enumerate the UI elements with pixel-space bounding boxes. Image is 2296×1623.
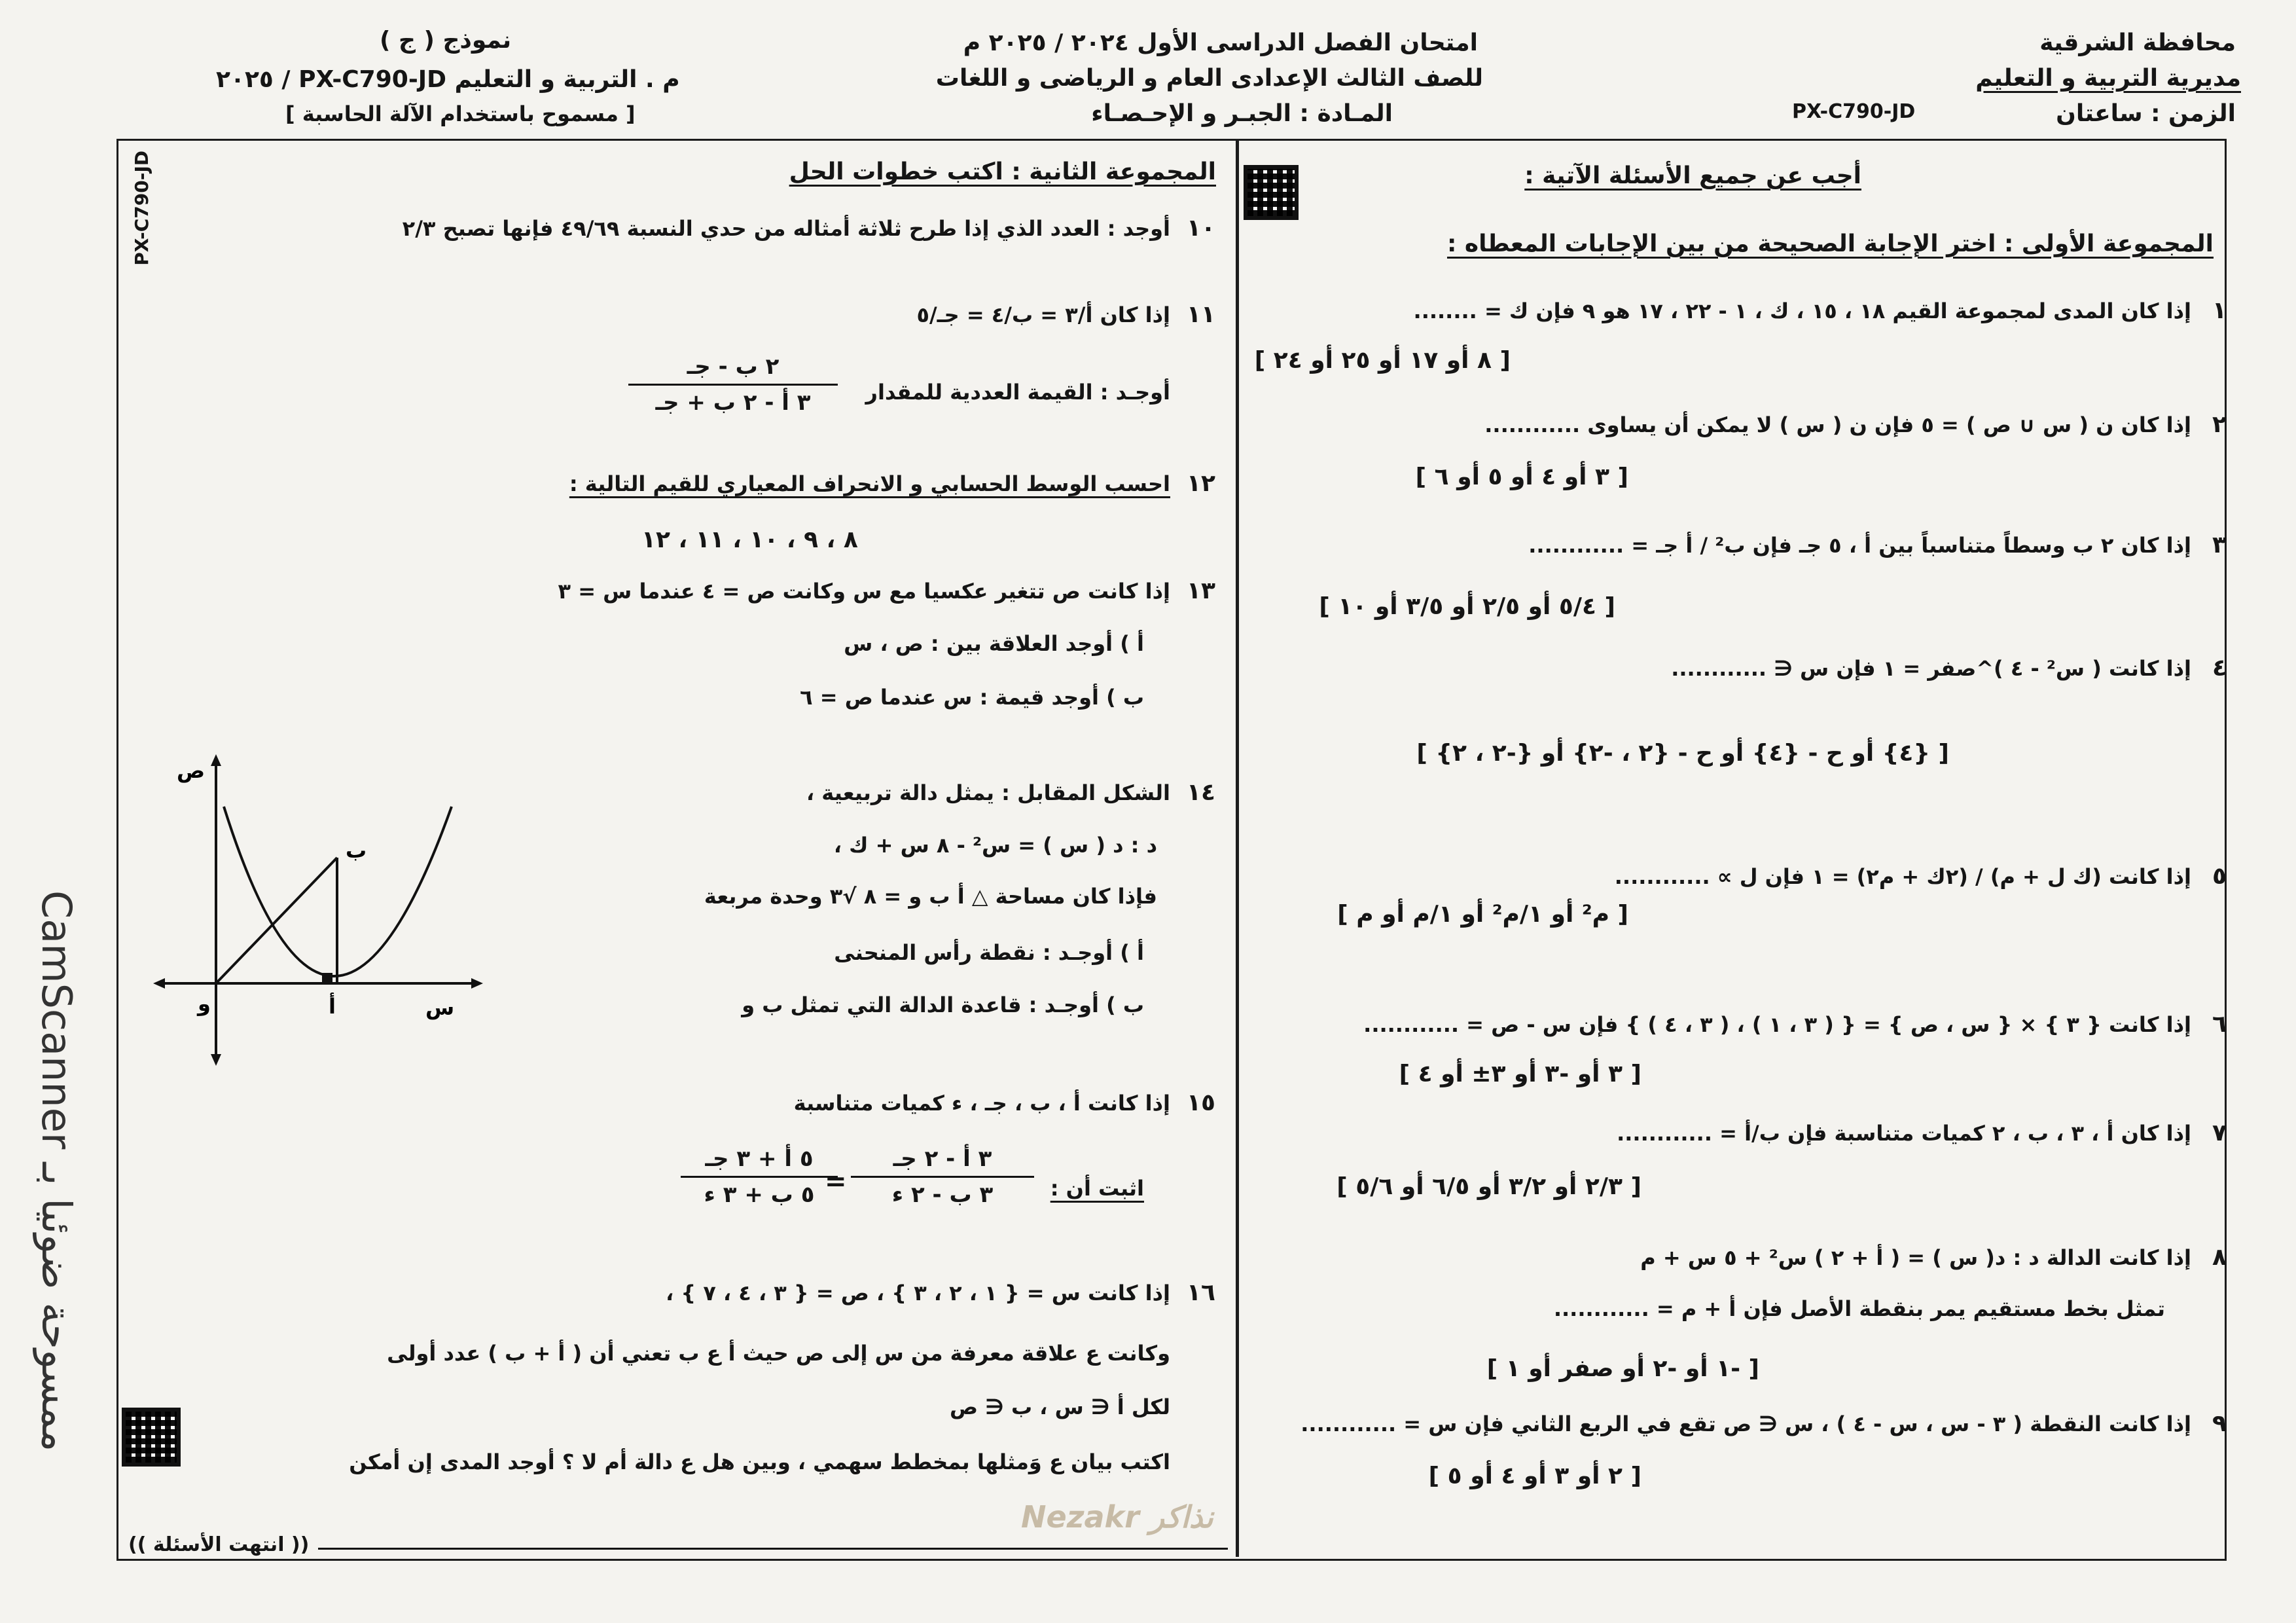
q6-number: ٦ [2212, 1011, 2227, 1038]
q7-text: إذا كان أ ، ٣ ، ب ، ٢ كميات متناسبة فإن ب/أ = ............ [1617, 1121, 2191, 1146]
governorate: محافظة الشرقية [2039, 29, 2236, 56]
qr-code-bottom [122, 1408, 181, 1467]
q5-number: ٥ [2212, 863, 2227, 890]
q16-text: إذا كانت س = { ١ ، ٢ ، ٣ } ، ص = { ٣ ، ٤ ، ٧ } ، [666, 1281, 1170, 1305]
q5-text: إذا كانت (ك ل + م) / (٢ك + م٢) = ١ فإن ل ∝ ............ [1614, 864, 2191, 889]
q15-rhs-denominator: ٥ ب + ٣ ء [704, 1182, 815, 1208]
q13-text: إذا كانت ص تتغير عكسيا مع س وكانت ص = ٤ عندما س = ٣ [558, 579, 1170, 604]
q10-text: أوجد : العدد الذي إذا طرح ثلاثة أمثاله من حدي النسبة ٤٩/٦٩ فإنها تصبح ٢/٣ [402, 216, 1170, 241]
q13-part-a: أ ) أوجد العلاقة بين : ص ، س [844, 631, 1144, 656]
q4-choices: [ {٤} أو ح - {٤} أو ح - {٢ ، -٢} أو {-٢ ، ٢} ] [1416, 740, 1949, 767]
q2-text: إذا كان ن ( س ∪ ص ) = ٥ فإن ن ( س ) لا يمكن أن يساوى ............ [1484, 412, 2191, 437]
q13-part-b: ب ) أوجد قيمة : س عندما ص = ٦ [800, 685, 1144, 710]
q15-lhs-fraction [851, 1146, 1034, 1208]
q9-choices: [ ٢ أو ٣ أو ٤ أو ٥ ] [1428, 1463, 1641, 1489]
q8-text-line2: تمثل بخط مستقيم يمر بنقطة الأصل فإن أ + م = ............ [1553, 1296, 2165, 1321]
end-rule [318, 1548, 1228, 1550]
subject-line: المـادة : الجبـر و الإحـصـاء [1091, 100, 1393, 127]
point-b-label: ب [346, 838, 367, 863]
x-axis-arrow-left [153, 978, 165, 989]
q7-number: ٧ [2212, 1120, 2227, 1146]
x-axis-arrow [471, 978, 483, 989]
y-axis-arrow [211, 754, 221, 766]
exam-code-right: PX-C790-JD [1792, 100, 1916, 123]
directorate: مديرية التربية و التعليم [1975, 65, 2241, 92]
q16-task: اكتب بيان ع وَمثلها بمخطط سهمي ، وبين هل ع دالة أم لا ؟ أوجد المدى إن أمكن [349, 1450, 1170, 1474]
camscanner-text: CamScanner ممسوحة ضوئيا بـ [33, 890, 81, 1452]
q11-fraction [628, 354, 838, 416]
q3-text: إذا كان ٢ ب وسطاً متناسباً بين أ ، ٥ جـ فإن ب² / أ جـ = ............ [1528, 533, 2191, 558]
q1-number: ١ [2212, 297, 2227, 324]
q9-text: إذا كانت النقطة ( ٣ - س ، س - ٤ ) ، س ∈ ص تقع في الربع الثاني فإن س = ............ [1300, 1412, 2191, 1436]
y-axis-arrow-down [211, 1054, 221, 1066]
nezakr-watermark: Nezakr نذاكر [1021, 1499, 1213, 1535]
y-axis-label: ص [177, 758, 206, 783]
q14-number: ١٤ [1187, 779, 1215, 806]
group-two-title: المجموعة الثانية : اكتب خطوات الحل [789, 158, 1216, 185]
q15-rhs-numerator: ٥ أ + ٣ جـ [681, 1146, 838, 1178]
q14-area: فإذا كان مساحة △ أ ب و = ٨ √٣ وحدة مربعة [704, 884, 1157, 909]
group-one-title: المجموعة الأولى : اختر الإجابة الصحيحة من بين الإجابات المعطاه : [1446, 230, 2214, 257]
q11-numerator: ٢ ب - جـ [628, 354, 838, 386]
q8-number: ٨ [2212, 1244, 2227, 1271]
q1-text: إذا كان المدى لمجموعة القيم ١٨ ، ١٥ ، ك ، ١ - ٢٢ ، ١٧ هو ٩ فإن ك = ........ [1413, 299, 2191, 323]
x-axis-label: س [425, 995, 455, 1020]
q15-text: إذا كانت أ ، ب ، جـ ، ء كميات متناسبة [793, 1091, 1170, 1116]
q8-text: إذا كانت الدالة د : د( س ) = ( أ + ٢ ) س² + ٥ س + م [1640, 1245, 2191, 1270]
q4-text: إذا كانت ( س² - ٤ )^صفر = ١ فإن س ∈ ............ [1671, 656, 2191, 681]
q14-function: د : د ( س ) = س² - ٨ س + ك ، [833, 833, 1157, 858]
q5-choices: [ م² أو ١/م² أو ١/م أو م ] [1337, 901, 1628, 928]
q3-number: ٣ [2212, 532, 2227, 558]
side-code: PX-C790-JD [131, 151, 152, 266]
q3-choices: [ ٥/٤ أو ٢/٥ أو ٣/٥ أو ١٠ ] [1319, 593, 1615, 620]
q12-values: ٨ ، ٩ ، ١٠ ، ١١ ، ١٢ [641, 526, 858, 553]
q8-choices: [ -١ أو -٢ أو صفر أو ١ ] [1486, 1355, 1759, 1382]
point-a-label: أ [329, 994, 336, 1019]
exam-title: امتحان الفصل الدراسى الأول ٢٠٢٤ / ٢٠٢٥ م [963, 29, 1478, 56]
q13-number: ١٣ [1187, 577, 1215, 604]
q12-number: ١٢ [1187, 470, 1215, 497]
q15-rhs-fraction [681, 1146, 838, 1208]
q16-condition: لكل أ ∈ س ، ب ∈ ص [949, 1395, 1170, 1419]
q11-find-label: أوجـد : القيمة العددية للمقدار [865, 380, 1170, 405]
q11-text: إذا كان أ/٣ = ب/٤ = جـ/٥ [916, 302, 1170, 327]
grade-line: للصف الثالث الإعدادى العام و الرياضى و اللغات [935, 65, 1483, 92]
q7-choices: [ ٢/٣ أو ٣/٢ أو ٦/٥ أو ٥/٦ ] [1336, 1173, 1641, 1200]
origin-label: و [198, 991, 211, 1016]
q16-number: ١٦ [1187, 1279, 1215, 1306]
right-angle-mark [322, 973, 332, 983]
q15-prove-label: اثبت أن : [1050, 1176, 1144, 1201]
q6-choices: [ ٣ أو -٣ أو ٣± أو ٤ ] [1399, 1061, 1641, 1087]
segment-ob [216, 858, 337, 983]
q2-number: ٢ [2212, 411, 2227, 438]
q15-lhs-numerator: ٣ أ - ٢ جـ [851, 1146, 1034, 1178]
q6-text: إذا كانت { ٣ } × { س ، ص } = { ( ٣ ، ١ ) ، ( ٣ ، ٤ ) } فإن س - ص = ............ [1363, 1012, 2191, 1037]
q2-choices: [ ٣ أو ٤ أو ٥ أو ٦ ] [1415, 464, 1628, 490]
q10-number: ١٠ [1187, 215, 1215, 242]
q4-number: ٤ [2212, 655, 2227, 682]
q12-text: احسب الوسط الحسابي و الانحراف المعياري للقيم التالية : [569, 471, 1170, 496]
q15-lhs-denominator: ٣ ب - ٢ ء [891, 1182, 994, 1208]
q11-denominator: ٣ أ - ٢ ب + جـ [655, 390, 811, 416]
column-divider [1236, 139, 1239, 1557]
quadratic-graph [151, 746, 491, 1074]
model-label: نموذج ( ج ) [380, 27, 512, 54]
q11-number: ١١ [1187, 301, 1215, 328]
end-of-questions: (( انتهت الأسئلة )) [128, 1533, 310, 1556]
q14-part-a: أ ) أوجـد : نقطة رأس المنحنى [834, 940, 1144, 965]
exam-duration: الزمن : ساعتان [2056, 100, 2236, 127]
q14-part-b: ب ) أوجـد : قاعدة الدالة التي تمثل ب و [742, 993, 1144, 1017]
qr-code-top [1244, 165, 1299, 220]
q9-number: ٩ [2212, 1410, 2227, 1437]
instructions: أجب عن جميع الأسئلة الآتية : [1524, 162, 1861, 189]
q14-text: الشكل المقابل : يمثل دالة تربيعية ، [806, 780, 1170, 805]
calculator-note: [ مسموح باستخدام الآلة الحاسبة ] [285, 101, 636, 126]
directorate-code: م . التربية و التعليم PX-C790-JD / ٢٠٢٥ [216, 66, 680, 93]
q16-relation: وكانت ع علاقة معرفة من س إلى ص حيث أ ع ب تعني أن ( أ + ب ) عدد أولى [387, 1341, 1170, 1366]
q15-number: ١٥ [1187, 1089, 1215, 1116]
q1-choices: [ ٨ أو ١٧ أو ٢٥ أو ٢٤ ] [1254, 347, 1511, 374]
